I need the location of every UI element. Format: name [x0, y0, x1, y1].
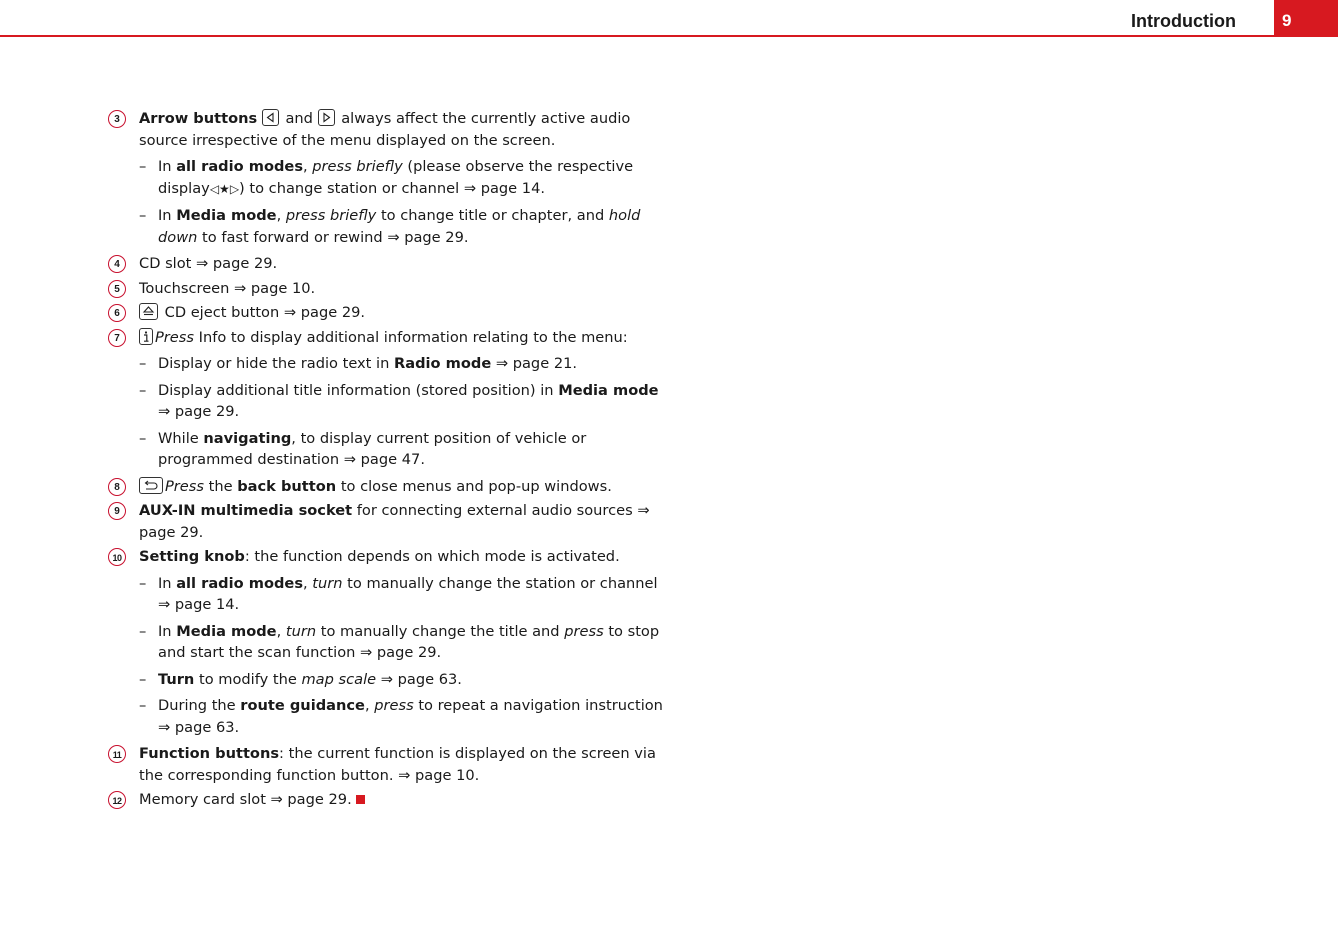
item-number: 11 — [108, 745, 126, 763]
sub-text: , — [303, 158, 308, 175]
sub-text: , — [276, 622, 282, 640]
sub-text: , — [276, 207, 282, 224]
item-number: 5 — [108, 280, 126, 298]
end-of-section-icon — [356, 795, 365, 804]
item-text: for connecting external audio sources ⇒ page 29. — [139, 502, 650, 541]
sub-text: Display or hide the radio text in — [158, 355, 390, 372]
sub-text: (please observe the respective display — [158, 158, 634, 197]
sub-text: In — [158, 207, 172, 224]
sub-item: – In all radio modes, turn to manually change the station or channel ⇒ page 14. — [139, 574, 658, 613]
item-italic: Press — [155, 328, 194, 346]
item-text: : the function depends on which mode is activated. — [244, 548, 620, 565]
header-rule — [0, 35, 1338, 37]
sub-bold: Media mode — [558, 381, 659, 399]
sub-text: ⇒ page 29. — [158, 403, 240, 420]
sub-bold: all radio modes — [176, 574, 304, 592]
sub-text: ⇒ page 21. — [495, 355, 578, 372]
item-text: Touchscreen ⇒ page 10. — [139, 279, 316, 297]
sub-text: In — [158, 622, 172, 640]
list-item — [108, 278, 668, 300]
sub-bold: Media mode — [176, 622, 277, 640]
sub-bold: Turn — [158, 670, 195, 688]
eject-key-icon — [139, 303, 158, 320]
sub-italic: turn — [312, 574, 343, 592]
item-bold: AUX-IN multimedia socket — [139, 502, 353, 519]
sub-item: – In Media mode, press briefly to change title or chapter, and hold down to fast forward or rewind ⇒ page 29. — [139, 207, 641, 246]
sub-text: Display additional title information (stored position) in — [158, 381, 554, 399]
sub-italic: map scale — [301, 670, 377, 688]
content — [108, 108, 668, 814]
sub-text: to repeat a navigation instruction ⇒ page 63. — [158, 697, 663, 736]
item-number: 4 — [108, 255, 126, 273]
sub-bold: all radio modes — [176, 158, 304, 175]
item-bold: Function buttons — [139, 745, 280, 762]
item-number: 6 — [108, 304, 126, 322]
item-number: 8 — [108, 478, 126, 496]
sub-text: ⇒ page 63. — [380, 670, 462, 688]
sub-italic: press briefly — [312, 158, 403, 175]
sub-text: to manually change the title and — [320, 622, 560, 640]
sub-italic: hold down — [158, 207, 641, 246]
item-label: Arrow buttons — [139, 110, 258, 127]
item-text: the — [208, 477, 233, 495]
sub-item: – During the route guidance, press to repeat a navigation instruction ⇒ page 63. — [139, 697, 663, 736]
item-number: 9 — [108, 502, 126, 520]
item-text: CD eject button ⇒ page 29. — [164, 304, 366, 321]
item-text: and — [285, 110, 313, 127]
sub-text: to fast forward or rewind ⇒ page 29. — [202, 228, 469, 246]
list-item — [108, 546, 668, 568]
sub-item: – In Media mode, turn to manually change the title and press to stop and start the scan function ⇒ page 29. — [139, 622, 660, 661]
header-title: Introduction — [1131, 11, 1236, 31]
sub-text: ) to change station or channel ⇒ page 14. — [239, 179, 545, 197]
item-text: always affect the currently active audio source irrespective of the menu displayed on the screen. — [139, 110, 631, 149]
sub-italic: turn — [285, 622, 317, 640]
item-number: 10 — [108, 548, 126, 566]
sub-bold: Radio mode — [394, 355, 492, 372]
sub-italic: press — [374, 697, 414, 714]
item-italic: Press — [165, 477, 204, 495]
sub-text: to manually change the station or channel ⇒ page 14. — [158, 574, 658, 613]
item-bold: Setting knob — [139, 548, 245, 565]
sub-text: In — [158, 158, 172, 175]
item-text: : the current function is displayed on the screen via the corresponding function button. ⇒ page 10. — [139, 745, 656, 784]
sub-item: – Turn to modify the map scale ⇒ page 63. — [139, 670, 462, 688]
sub-bold: navigating — [203, 429, 292, 447]
item-number: 12 — [108, 791, 126, 809]
list-item — [108, 476, 668, 498]
item-text: Info to display additional information relating to the menu: — [198, 328, 628, 346]
sub-text: to modify the — [198, 670, 297, 688]
list-item — [108, 327, 668, 349]
sub-text: During the — [158, 697, 236, 714]
list-item — [108, 108, 668, 151]
page-number-box — [1274, 0, 1338, 37]
arrow-left-key-icon — [262, 109, 279, 126]
list-item — [108, 789, 668, 811]
sub-italic: press — [564, 622, 604, 640]
sub-text: to change title or chapter, and — [380, 207, 605, 224]
sub-bold: route guidance — [240, 697, 365, 714]
item-number: 3 — [108, 110, 126, 128]
list-item — [108, 302, 668, 324]
sub-text: , — [303, 574, 308, 592]
display-glyphs: ◁★▷ — [209, 181, 240, 196]
item-text: to close menus and pop-up windows. — [340, 477, 612, 495]
sub-item: – Display or hide the radio text in Radio mode ⇒ page 21. — [139, 355, 578, 372]
sub-item: – In all radio modes, press briefly (please observe the respective display◁★▷) to change station or channel ⇒ page 14. — [139, 158, 634, 197]
sub-bold: Media mode — [176, 207, 277, 224]
item-text: Memory card slot ⇒ page 29. — [139, 791, 352, 808]
item-bold: back button — [237, 477, 337, 495]
info-key-icon — [139, 328, 153, 345]
list-item — [108, 253, 668, 275]
arrow-right-key-icon — [318, 109, 335, 126]
sub-text: , to display current position of vehicle or programmed destination ⇒ page 47. — [158, 429, 587, 468]
sub-text: , — [364, 697, 370, 714]
sub-text: to stop and start the scan function ⇒ page 29. — [158, 622, 660, 661]
list-item — [108, 743, 668, 786]
page-number: 9 — [1282, 11, 1292, 30]
item-text: CD slot ⇒ page 29. — [139, 255, 278, 272]
back-key-icon — [139, 477, 163, 494]
sub-text: While — [158, 429, 199, 447]
sub-item: – Display additional title information (stored position) in Media mode ⇒ page 29. — [139, 381, 659, 420]
item-number: 7 — [108, 329, 126, 347]
sub-item: – While navigating, to display current position of vehicle or programmed destination ⇒ page 47. — [139, 429, 587, 468]
list-item — [108, 500, 668, 543]
sub-text: In — [158, 574, 172, 592]
sub-italic: press briefly — [285, 207, 377, 224]
